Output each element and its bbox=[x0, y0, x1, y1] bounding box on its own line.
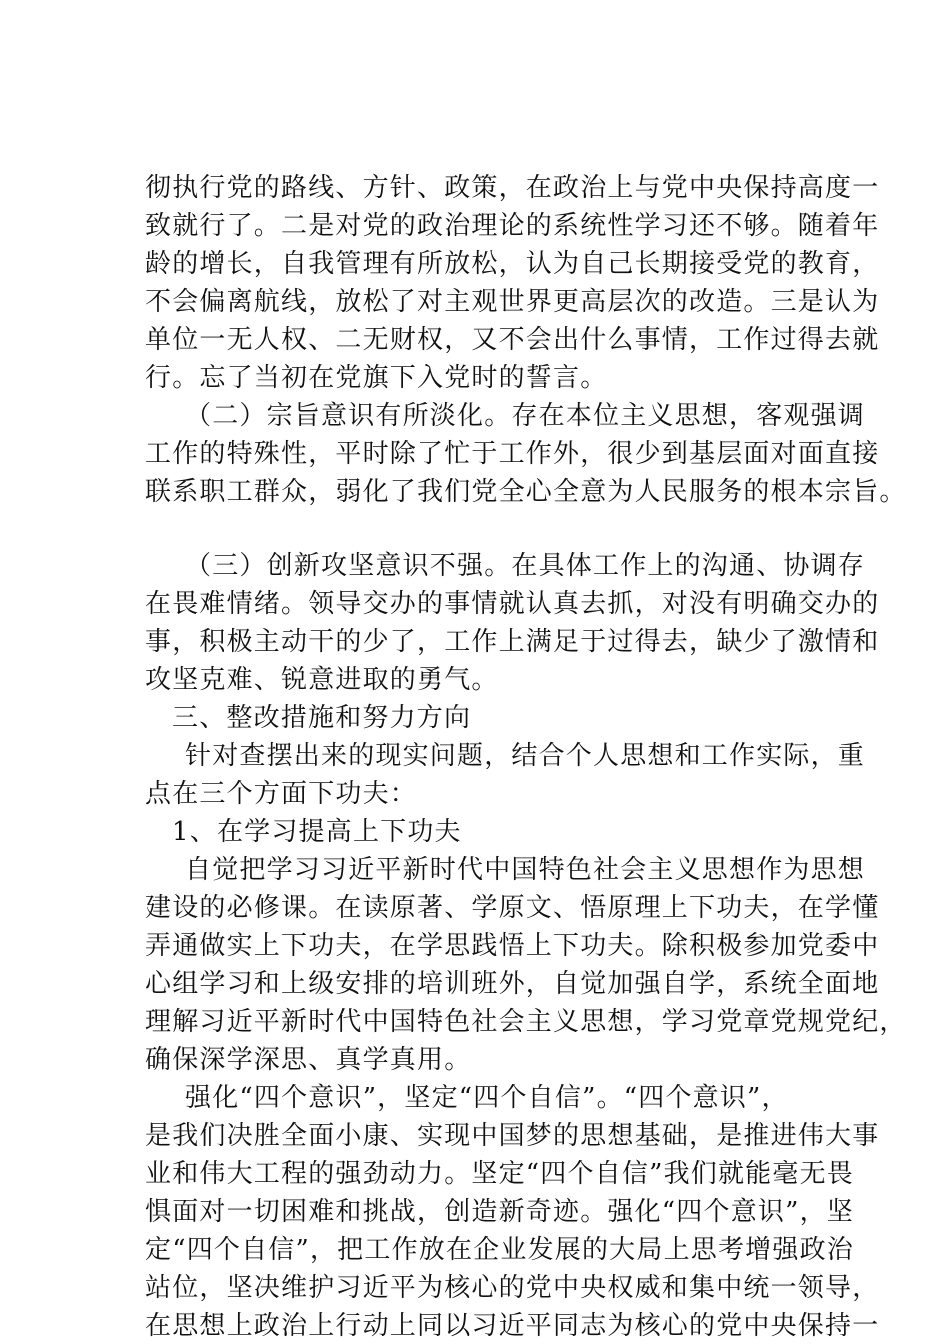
subheading-1: 1、在学习提高上下功夫 bbox=[172, 817, 462, 847]
line-08: 工作的特殊性，平时除了忙于工作外，很少到基层面对面直接 bbox=[145, 439, 880, 469]
line-12: 事，积极主动干的少了，工作上满足于过得去，缺少了激情和 bbox=[145, 627, 880, 657]
line-18: 自觉把学习习近平新时代中国特色社会主义思想作为思想 bbox=[185, 855, 866, 885]
line-02: 致就行了。二是对党的政治理论的系统性学习还不够。随着年 bbox=[145, 211, 880, 241]
line-21: 心组学习和上级安排的培训班外，自觉加强自学，系统全面地 bbox=[145, 969, 880, 999]
section-heading: 三、整改措施和努力方向 bbox=[172, 703, 472, 733]
line-25: 是我们决胜全面小康、实现中国梦的思想基础，是推进伟大事 bbox=[145, 1121, 880, 1151]
line-15: 针对查摆出来的现实问题，结合个人思想和工作实际，重 bbox=[185, 741, 866, 771]
line-19: 建设的必修课。在读原著、学原文、悟原理上下功夫，在学懂 bbox=[145, 893, 880, 923]
line-23: 确保深学深思、真学真用。 bbox=[145, 1045, 472, 1075]
line-10: （三）创新攻坚意识不强。在具体工作上的沟通、协调存 bbox=[185, 551, 866, 581]
line-07: （二）宗旨意识有所淡化。存在本位主义思想，客观强调 bbox=[185, 401, 866, 431]
line-26: 业和伟大工程的强劲动力。坚定“四个自信”我们就能毫无畏 bbox=[145, 1159, 854, 1189]
line-24: 强化“四个意识”，坚定“四个自信”。“四个意识”， bbox=[185, 1083, 789, 1113]
line-01: 彻执行党的路线、方针、政策，在政治上与党中央保持高度一 bbox=[145, 173, 880, 203]
line-28: 定“四个自信”，把工作放在企业发展的大局上思考增强政治 bbox=[145, 1235, 854, 1265]
line-27: 惧面对一切困难和挑战，创造新奇迹。强化“四个意识”，坚 bbox=[145, 1197, 854, 1227]
line-29: 站位，坚决维护习近平为核心的党中央权威和集中统一领导， bbox=[145, 1273, 880, 1303]
line-11: 在畏难情绪。领导交办的事情就认真去抓，对没有明确交办的 bbox=[145, 589, 880, 619]
line-30: 在思想上政治上行动上同以习近平同志为核心的党中央保持一 bbox=[145, 1311, 880, 1341]
line-05: 单位一无人权、二无财权，又不会出什么事情，工作过得去就 bbox=[145, 325, 880, 355]
line-04: 不会偏离航线，放松了对主观世界更高层次的改造。三是认为 bbox=[145, 287, 880, 317]
line-16: 点在三个方面下功夫： bbox=[145, 779, 418, 809]
line-22: 理解习近平新时代中国特色社会主义思想，学习党章党规党纪， bbox=[145, 1007, 907, 1037]
line-06: 行。忘了当初在党旗下入党时的誓言。 bbox=[145, 363, 608, 393]
line-09: 联系职工群众，弱化了我们党全心全意为人民服务的根本宗旨。 bbox=[145, 477, 907, 507]
line-13: 攻坚克难、锐意进取的勇气。 bbox=[145, 665, 499, 695]
line-20: 弄通做实上下功夫，在学思践悟上下功夫。除积极参加党委中 bbox=[145, 931, 880, 961]
line-03: 龄的增长，自我管理有所放松，认为自己长期接受党的教育， bbox=[145, 249, 880, 279]
